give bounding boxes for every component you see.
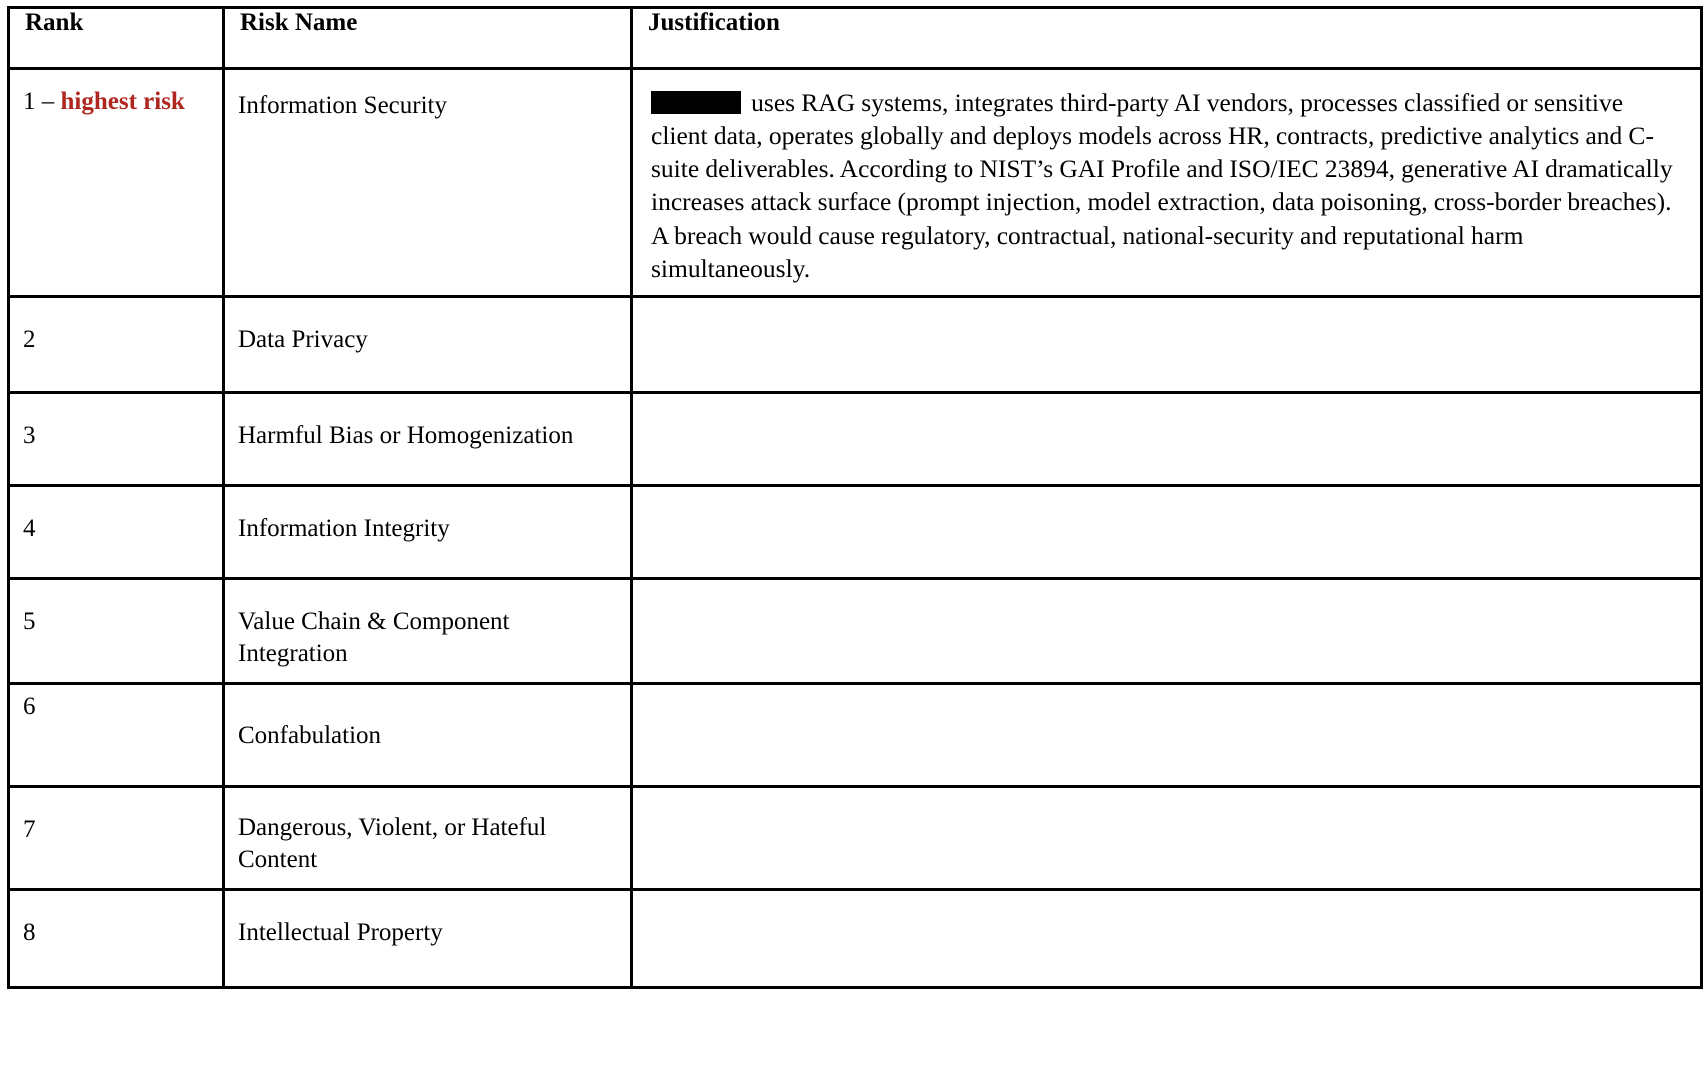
- table-header: [9, 8, 1702, 69]
- justification-text: [633, 298, 1700, 308]
- cell-justification: [632, 392, 1702, 485]
- rank-value: 5: [23, 607, 36, 635]
- column-header-rank-label: Rank: [25, 9, 84, 36]
- rank-value: 4: [23, 514, 36, 542]
- cell-rank: [9, 392, 224, 485]
- column-header-rank: [9, 8, 224, 69]
- cell-risk-name: [224, 889, 632, 987]
- risk-name-value: Information Integrity: [238, 514, 450, 542]
- cell-justification: [632, 69, 1702, 297]
- table-row: [9, 69, 1702, 297]
- risk-name-value: Harmful Bias or Homogenization: [238, 421, 574, 449]
- column-header-justification-label: Justification: [648, 9, 780, 36]
- table-body: [9, 69, 1702, 988]
- cell-rank: [9, 578, 224, 683]
- table-header-row: [9, 8, 1702, 69]
- cell-justification: [632, 296, 1702, 392]
- rank-value: 2: [23, 325, 36, 353]
- cell-justification: [632, 485, 1702, 578]
- cell-risk-name: [224, 485, 632, 578]
- risk-name-value: Confabulation: [238, 721, 382, 749]
- column-header-risk-name: [224, 8, 632, 69]
- cell-risk-name: [224, 578, 632, 683]
- cell-rank: [9, 786, 224, 889]
- risk-ranking-table: [7, 6, 1703, 989]
- rank-value: 6: [23, 692, 36, 720]
- rank-value: 7: [23, 815, 36, 843]
- justification-text: [633, 70, 1700, 295]
- rank-value: 3: [23, 421, 36, 449]
- justification-text: [633, 685, 1700, 695]
- justification-text: [633, 788, 1700, 798]
- justification-text: [633, 487, 1700, 497]
- justification-text: [633, 891, 1700, 901]
- cell-justification: [632, 786, 1702, 889]
- risk-name-value: Dangerous, Violent, or Hateful Content: [238, 813, 547, 873]
- table-row: [9, 485, 1702, 578]
- cell-risk-name: [224, 69, 632, 297]
- column-header-justification: [632, 8, 1702, 69]
- table-row: [9, 889, 1702, 987]
- column-header-risk-name-label: Risk Name: [240, 9, 358, 36]
- cell-justification: [632, 889, 1702, 987]
- justification-body: uses RAG systems, integrates third-party AI vendors, processes classified or sensitive client data, operates globally and deploys models across HR, contracts, predictive analytics and C-suite deliverables. According to NIST’s GAI Profile and ISO/IEC 23894, generative AI dramatically increases attack surface (prompt injection, model extraction, data poisoning, cross-border breaches). A breach would cause regulatory, contractual, national-security and reputational harm simultaneously.: [651, 88, 1673, 283]
- rank-value: 8: [23, 918, 36, 946]
- cell-rank: [9, 683, 224, 786]
- rank-number: 1 –: [23, 88, 61, 115]
- justification-text: [633, 580, 1700, 590]
- table-row: [9, 786, 1702, 889]
- table-row: [9, 683, 1702, 786]
- cell-justification: [632, 683, 1702, 786]
- risk-name-value: Data Privacy: [238, 325, 368, 353]
- cell-risk-name: [224, 683, 632, 786]
- cell-justification: [632, 578, 1702, 683]
- table-row: [9, 392, 1702, 485]
- risk-name-value: Value Chain & Component Integration: [238, 607, 510, 667]
- risk-name-value: Information Security: [238, 92, 447, 119]
- cell-risk-name: [224, 392, 632, 485]
- cell-risk-name: [224, 296, 632, 392]
- rank-highlight-label: highest risk: [60, 88, 185, 115]
- rank-value: [10, 70, 222, 128]
- risk-name-value: Intellectual Property: [238, 918, 443, 946]
- redaction-bar-icon: [651, 91, 741, 114]
- cell-rank: [9, 69, 224, 297]
- cell-risk-name: [224, 786, 632, 889]
- cell-rank: [9, 296, 224, 392]
- cell-rank: [9, 889, 224, 987]
- table-row: [9, 578, 1702, 683]
- cell-rank: [9, 485, 224, 578]
- justification-text: [633, 394, 1700, 404]
- table-row: [9, 296, 1702, 392]
